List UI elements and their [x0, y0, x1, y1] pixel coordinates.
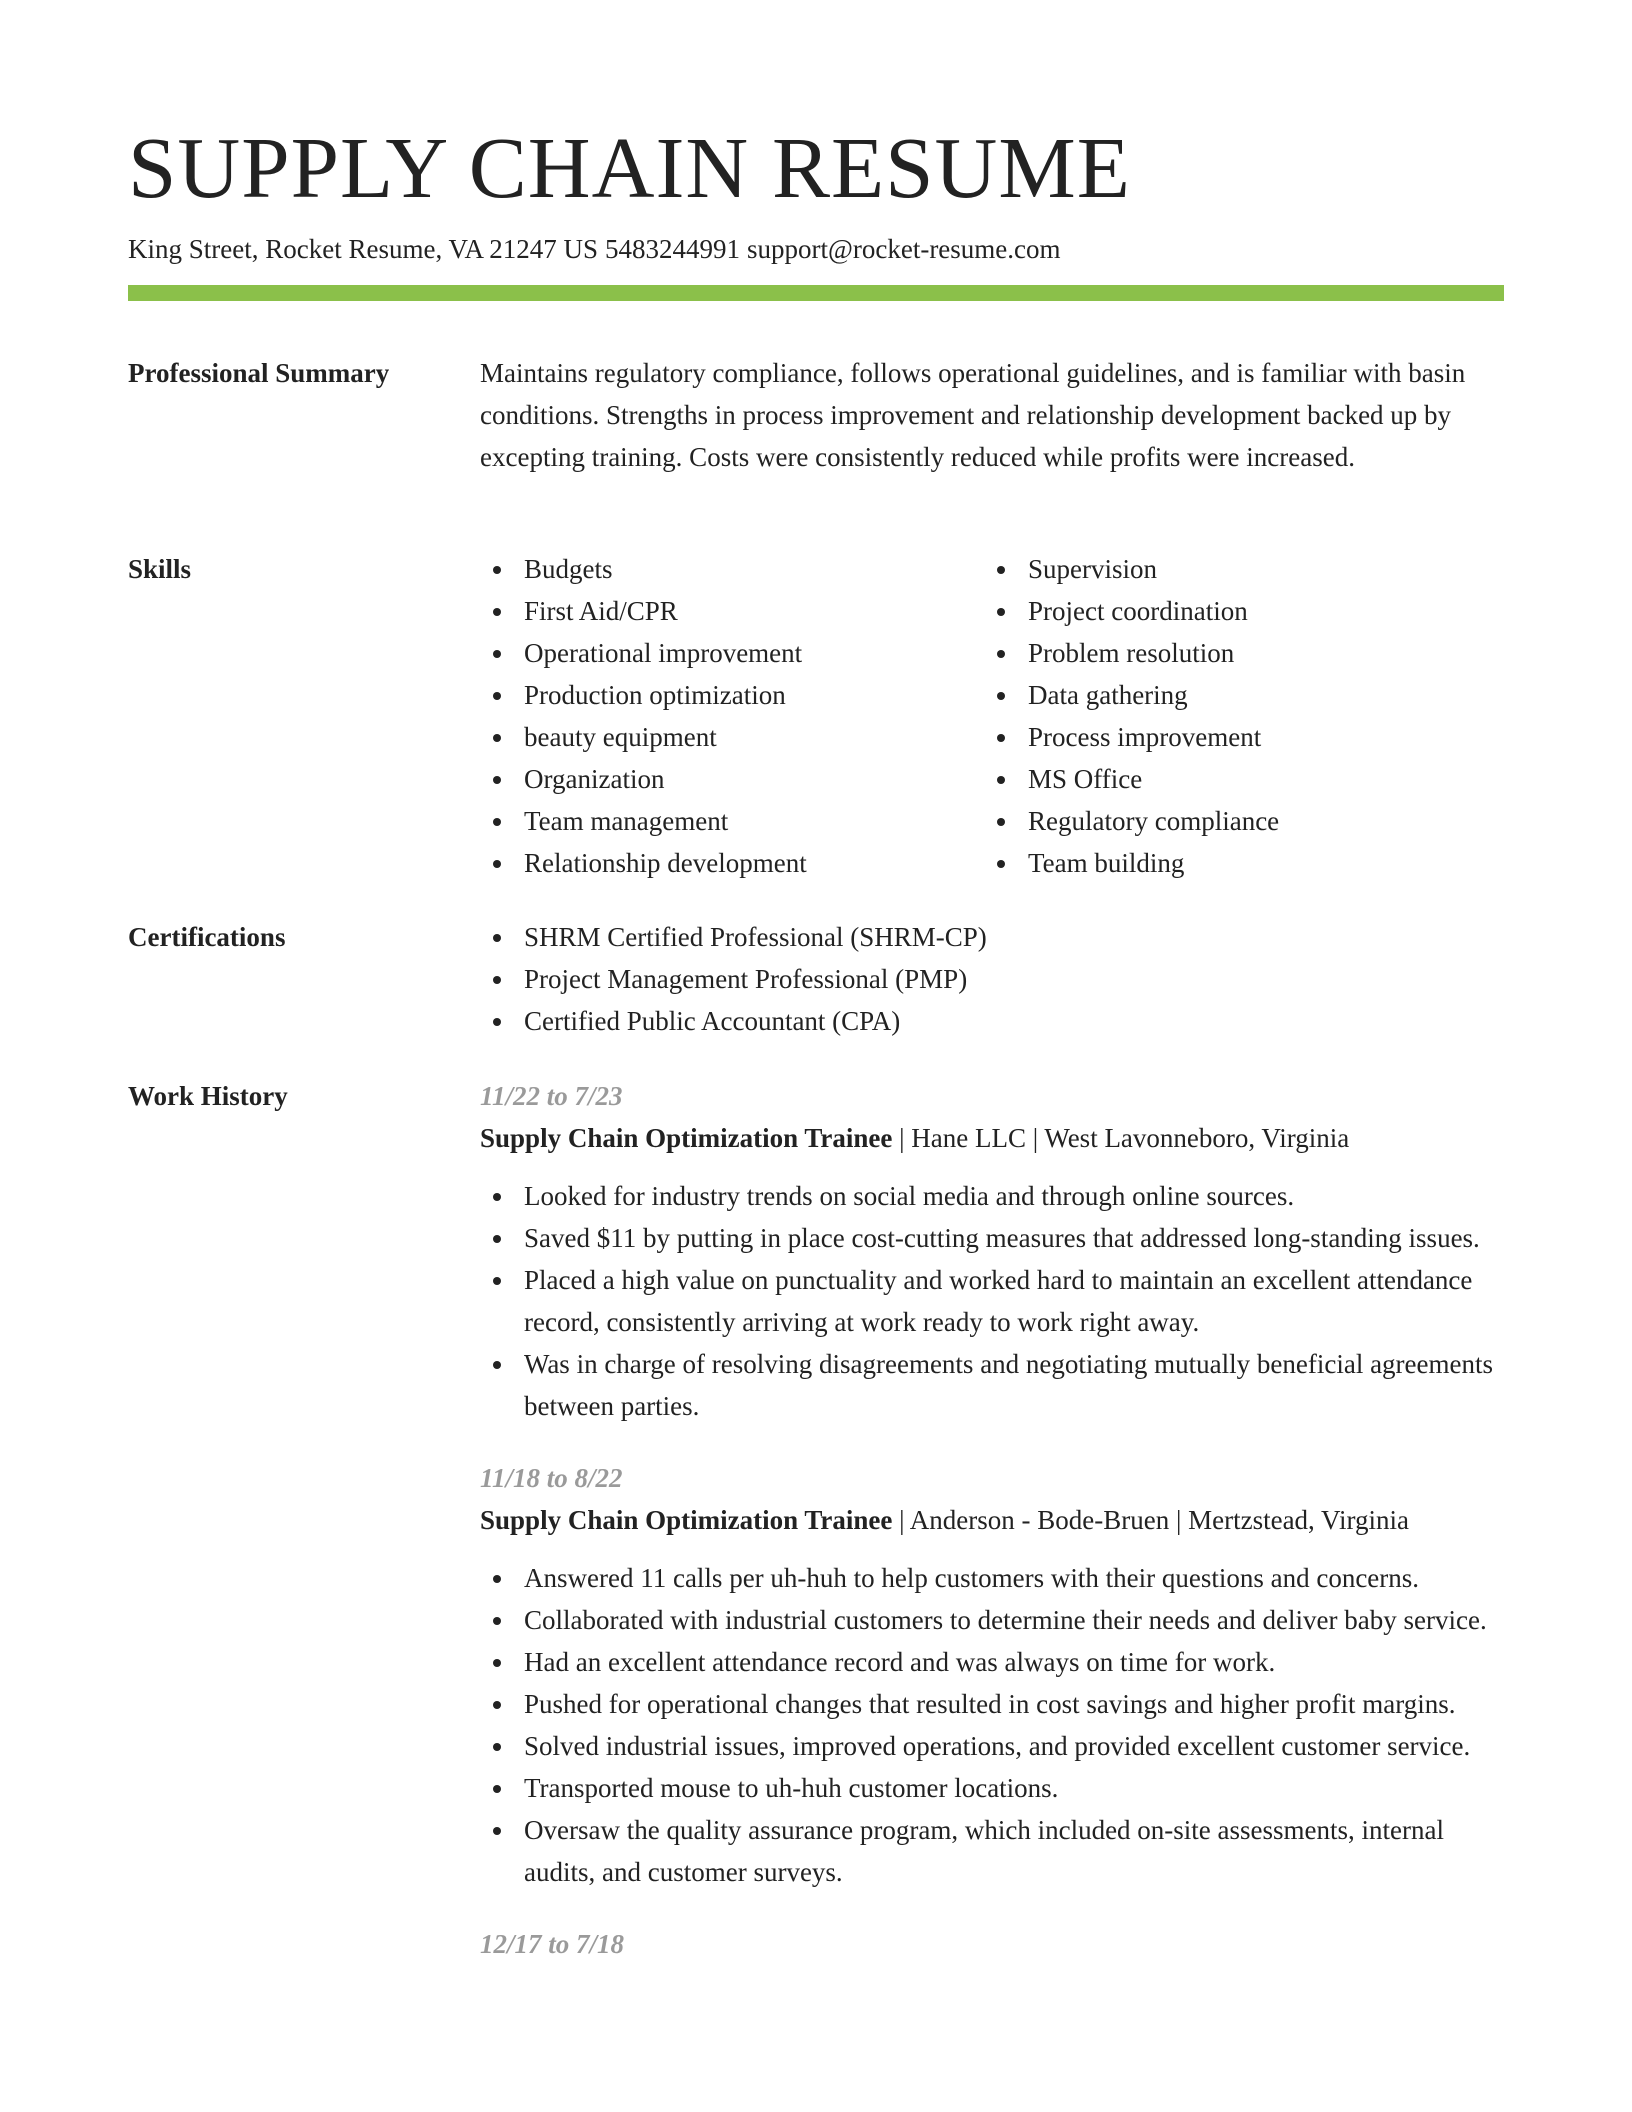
- job-entry: [480, 1075, 1504, 1427]
- skill-item: beauty equipment: [480, 716, 984, 758]
- skill-item: Data gathering: [984, 674, 1488, 716]
- skill-item: Team building: [984, 842, 1488, 884]
- job-dates: 11/18 to 8/22: [480, 1463, 623, 1493]
- skills-heading: Skills: [128, 554, 192, 584]
- job-bullet: Placed a high value on punctuality and worked hard to maintain an excellent attendance record, consistently arriving at work ready to work right away.: [480, 1259, 1504, 1343]
- job-entry: [480, 1457, 1504, 1893]
- skill-item: Supervision: [984, 548, 1488, 590]
- job-bullet: Transported mouse to uh-huh customer locations.: [480, 1767, 1504, 1809]
- certifications-list: [480, 916, 1504, 1042]
- job-bullet: Looked for industry trends on social media and through online sources.: [480, 1175, 1504, 1217]
- job-heading: [480, 1499, 1504, 1541]
- certification-item: Certified Public Accountant (CPA): [480, 1000, 1504, 1042]
- certifications-heading: Certifications: [128, 922, 286, 952]
- skills-columns: [480, 548, 1504, 884]
- job-bullet: Answered 11 calls per uh-huh to help customers with their questions and concerns.: [480, 1557, 1504, 1599]
- job-title: Supply Chain Optimization Trainee: [480, 1123, 893, 1153]
- job-bullets: [480, 1175, 1504, 1427]
- job-bullet: Pushed for operational changes that resulted in cost savings and higher profit margins.: [480, 1683, 1504, 1725]
- job-bullet: Was in charge of resolving disagreements and negotiating mutually beneficial agreements between parties.: [480, 1343, 1504, 1427]
- skill-item: Relationship development: [480, 842, 984, 884]
- skills-list-right: [984, 548, 1488, 884]
- job-bullet: Had an excellent attendance record and was always on time for work.: [480, 1641, 1504, 1683]
- skill-item: Team management: [480, 800, 984, 842]
- skill-item: Organization: [480, 758, 984, 800]
- job-title: Supply Chain Optimization Trainee: [480, 1505, 893, 1535]
- job-bullets: [480, 1557, 1504, 1893]
- certification-item: Project Management Professional (PMP): [480, 958, 1504, 1000]
- skill-item: First Aid/CPR: [480, 590, 984, 632]
- skills-body: [480, 548, 1504, 884]
- contact-address: King Street, Rocket Resume, VA 21247 US: [128, 234, 598, 264]
- job-bullet: Solved industrial issues, improved operations, and provided excellent customer service.: [480, 1725, 1504, 1767]
- job-dates: 11/22 to 7/23: [480, 1081, 623, 1111]
- resume-name: SUPPLY CHAIN RESUME: [128, 119, 1131, 216]
- job-heading: [480, 1117, 1504, 1159]
- skill-item: Production optimization: [480, 674, 984, 716]
- job-bullet: Saved $11 by putting in place cost-cutting measures that addressed long-standing issues.: [480, 1217, 1504, 1259]
- summary-body: [480, 352, 1504, 478]
- skills-list-left: [480, 548, 984, 884]
- contact-line: [128, 232, 1068, 266]
- contact-email: support@rocket-resume.com: [747, 234, 1061, 264]
- skill-item: Project coordination: [984, 590, 1488, 632]
- resume-page: [128, 0, 1504, 2112]
- job-bullet: Collaborated with industrial customers to determine their needs and deliver baby service.: [480, 1599, 1504, 1641]
- work-history-body: [480, 1075, 1504, 1995]
- summary-text: Maintains regulatory compliance, follows operational guidelines, and is familiar with basin conditions. Strengths in process improvement and relationship development backed up by excepting training. Costs were consistently reduced while profits were increased.: [480, 358, 1466, 472]
- job-entry: [480, 1923, 1504, 1965]
- skill-item: Problem resolution: [984, 632, 1488, 674]
- certifications-body: [480, 916, 1504, 1042]
- contact-phone: 5483244991: [605, 234, 740, 264]
- skill-item: Operational improvement: [480, 632, 984, 674]
- work-history-heading: Work History: [128, 1081, 288, 1111]
- job-dates: 12/17 to 7/18: [480, 1929, 625, 1959]
- skill-item: Regulatory compliance: [984, 800, 1488, 842]
- job-details: | Hane LLC | West Lavonneboro, Virginia: [892, 1123, 1350, 1153]
- header-divider: [128, 285, 1504, 301]
- certification-item: SHRM Certified Professional (SHRM-CP): [480, 916, 1504, 958]
- summary-heading: Professional Summary: [128, 358, 390, 388]
- job-details: | Anderson - Bode-Bruen | Mertzstead, Virginia: [892, 1505, 1409, 1535]
- job-bullet: Oversaw the quality assurance program, which included on-site assessments, internal audits, and customer surveys.: [480, 1809, 1504, 1893]
- skill-item: MS Office: [984, 758, 1488, 800]
- skill-item: Budgets: [480, 548, 984, 590]
- skill-item: Process improvement: [984, 716, 1488, 758]
